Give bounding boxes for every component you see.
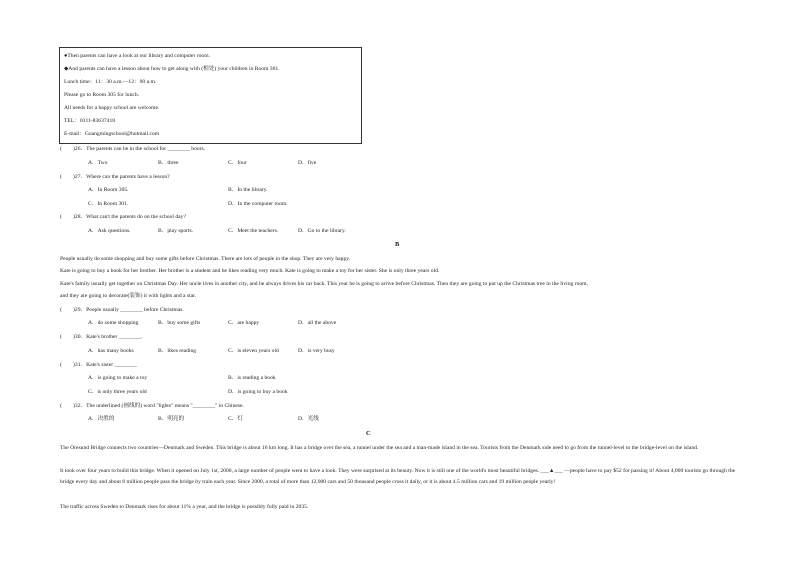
section-c-heading: C (366, 430, 371, 437)
notice-box (59, 47, 362, 144)
notice-line-4: Please go to Room 305 for lunch. (64, 92, 140, 98)
question-29: ( )29．People usually ________ before Christmas. (60, 307, 184, 313)
notice-line-6: TEL：0311-83637418 (64, 118, 116, 124)
section-b-passage-line-2: Kate is going to buy a book for her brother. Her brother is a student and he likes reading very much. Kate is going to make a toy for her sister. She is only three years old. (60, 268, 440, 274)
q31-option-d: D．is going to buy a book (228, 389, 288, 395)
notice-line-7: E-mail：Guangmingschool@hotmail.com (64, 131, 160, 137)
q29-option-a: A．do some shopping (88, 320, 139, 326)
q28-option-c: C．Meet the teachers. (228, 228, 279, 234)
q30-option-c: C．is eleven years old (228, 348, 279, 354)
q28-option-b: B．play sports. (158, 228, 194, 234)
notice-line-5: All needs for a happy school are welcome. (64, 105, 160, 111)
q26-option-b: B．three (158, 160, 179, 166)
q27-option-a: A．In Room 305. (88, 187, 129, 193)
section-c-paragraph-1: The Oresund Bridge connects two countries—Denmark and Sweden. This bridge is about 16 km long. It has a bridge over the sea, a tunnel under the sea and a man-made island in the sea. Tourists from the Denmark side need to go from the tunnel-level to the bridge-level on the island. (60, 445, 699, 451)
notice-line-3: Lunch time：11：30 a.m.—12：00 a.m. (64, 79, 157, 85)
section-c-paragraph-2: It took over four years to build this bridge. When it opened on July 1st, 2000, a large number of people went to have a look. They were surprised at its beauty. Now it is still one of the world's most beautiful bridges. ___▲___ —people have to pay $52 for passing it! About 4,000 tourists go through the bridge every day and about 8 million people pass the bridge by train each year. Since 2000, a total of more than 12,000 cars and 50 thousand people cross it daily, or it is about 4.5 million cars and 19 million people yearly! (60, 468, 736, 485)
q28-option-a: A．Ask questions. (88, 228, 131, 234)
question-31: ( )31．Kate's sister ________ (60, 362, 137, 368)
q27-option-c: C．In Room 301. (88, 201, 129, 207)
question-27: ( )27．Where can the parents have a lesson? (60, 174, 170, 180)
question-30: ( )30．Kate's brother ________. (60, 334, 143, 340)
q29-option-b: B．buy some gifts (158, 320, 201, 326)
q26-option-c: C．four (228, 160, 247, 166)
q32-option-a: A．决胜的 (88, 416, 115, 422)
question-28: ( )28．What can't the parents do on the school day? (60, 214, 186, 220)
q30-option-b: B．likes reading (158, 348, 197, 354)
q27-option-d: D．In the computer room. (228, 201, 288, 207)
section-c-paragraph-3: The traffic across Sweden to Denmark rises for about 11% a year, and the bridge is possibly fully paid in 2035. (60, 504, 309, 510)
q32-option-b: B．明亮的 (158, 416, 185, 422)
q26-option-d: D．five (298, 160, 317, 166)
q27-option-b: B．In the library. (228, 187, 268, 193)
section-b-passage-line-1: People usually do some shopping and buy some gifts before Christmas. There are lots of people in the shop. They are very happy. (60, 256, 351, 262)
q30-option-a: A．has many books (88, 348, 134, 354)
q31-option-c: C．is only three years old (88, 389, 147, 395)
notice-line-2: ◆And parents can have a lesson about how to get along with (相处) your children in Room 301. (64, 66, 280, 72)
notice-line-1: ●Then parents can have a look at our library and computer room. (64, 53, 210, 59)
question-32: ( )32．The underlined (画线的) word "lights" means "________" in Chinese. (60, 403, 244, 409)
q30-option-d: D．is very busy (298, 348, 335, 354)
q32-option-d: D．光线 (298, 416, 319, 422)
q31-option-a: A．is going to make a toy (88, 375, 148, 381)
q28-option-d: D．Go to the library. (298, 228, 346, 234)
q29-option-d: D．all the above (298, 320, 337, 326)
q31-option-b: B．is reading a book (228, 375, 276, 381)
q29-option-c: C．are happy (228, 320, 260, 326)
section-b-passage-line-3: Kate's family usually get together on Christmas Day. Her uncle lives in another city, and he always drives his car back. This year he is going to arrive before Christmas. Then they are going to put up the Christmas tree in the living room, (60, 281, 588, 287)
q32-option-c: C．灯 (228, 416, 243, 422)
question-26: ( )26．The parents can be in the school for ________ hours. (60, 146, 206, 152)
section-b-passage-line-4: and they are going to decorate(装饰) it with lights and a star. (60, 293, 197, 299)
section-b-heading: B (395, 241, 400, 248)
q26-option-a: A．Two (88, 160, 108, 166)
